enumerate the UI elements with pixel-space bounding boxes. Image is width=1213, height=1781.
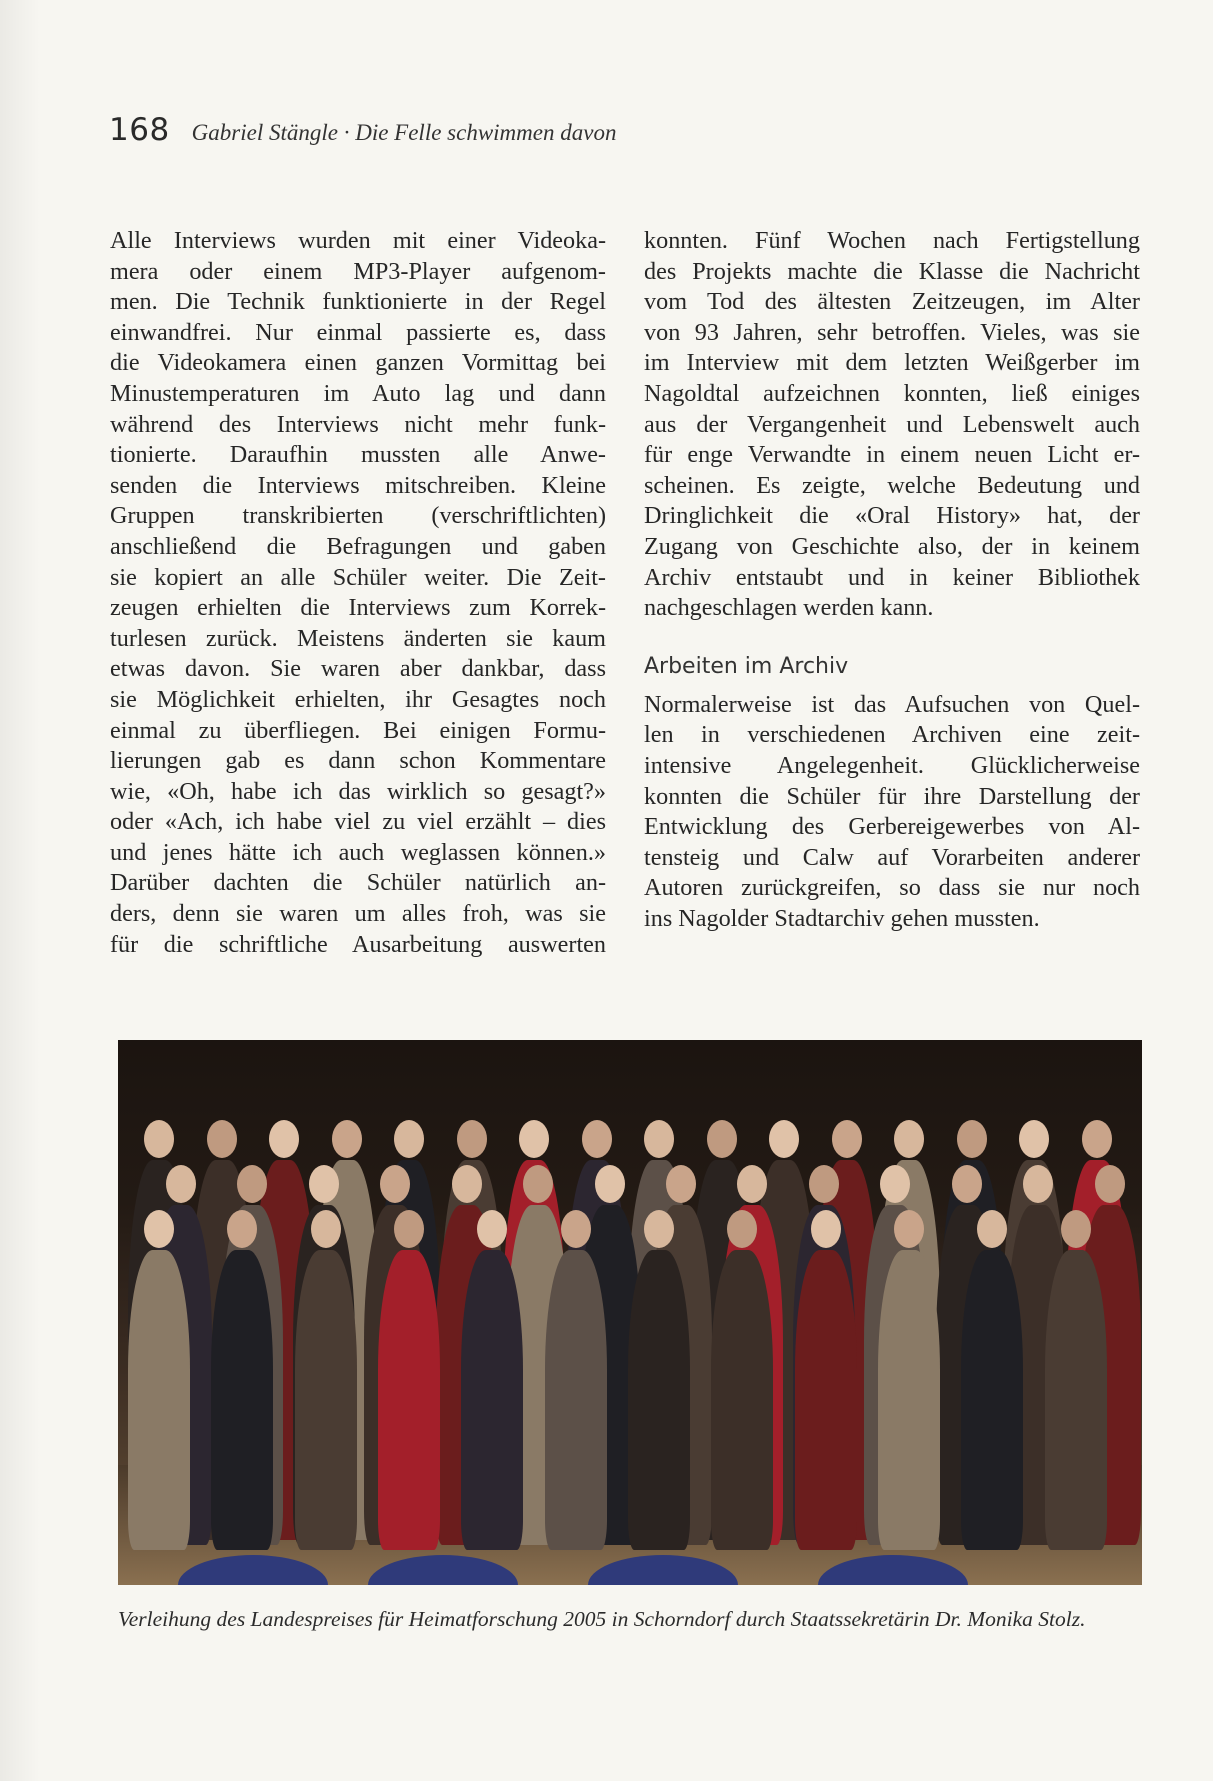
text-line: tensteig und Calw auf Vorarbeiten anderer — [644, 843, 1140, 871]
text-line: Archiv entstaubt und in keiner Bibliothek — [644, 563, 1140, 591]
text-line: einwandfrei. Nur einmal passierte es, dass — [110, 318, 606, 346]
text-line: die Videokamera einen ganzen Vormittag bei — [110, 349, 606, 377]
text-line: nachgeschlagen werden kann. — [644, 594, 934, 622]
left-text-column — [110, 226, 606, 960]
right-column-paragraph — [644, 226, 1140, 624]
page-header — [109, 112, 1139, 162]
text-line: für enge Verwandte in einem neuen Licht er- — [644, 441, 1140, 469]
text-line: vom Tod des ältesten Zeitzeugen, im Alter — [644, 288, 1140, 316]
text-line: wie, «Oh, habe ich das wirklich so gesagt?» — [110, 777, 606, 805]
text-line: Gruppen transkribierten (verschriftlichten) — [110, 502, 606, 530]
text-line: und jenes hätte ich auch weglassen können.» — [110, 838, 606, 866]
text-line: sie kopiert an alle Schüler weiter. Die Zeit- — [110, 563, 606, 591]
text-line: turlesen zurück. Meistens änderten sie kaum — [110, 624, 606, 652]
text-line: len in verschiedenen Archiven eine zeit- — [644, 721, 1140, 749]
text-line: lierungen gab es dann schon Kommentare — [110, 747, 606, 775]
text-line: ins Nagolder Stadtarchiv gehen mussten. — [644, 904, 1040, 932]
archive-paragraph — [644, 690, 1140, 935]
page-number: 168 — [109, 112, 170, 148]
text-line: sie Möglichkeit erhielten, ihr Gesagtes noch — [110, 685, 606, 713]
page-edge-shadow — [0, 0, 40, 1781]
text-line: des Projekts machte die Klasse die Nachricht — [644, 257, 1140, 285]
text-line: Autoren zurückgreifen, so dass sie nur noch — [644, 874, 1140, 902]
text-line: einmal zu überfliegen. Bei einigen Formu- — [110, 716, 606, 744]
group-photo — [118, 1040, 1142, 1585]
text-line: oder «Ach, ich habe viel zu viel erzählt – dies — [110, 808, 606, 836]
text-line: Normalerweise ist das Aufsuchen von Quel- — [644, 690, 1140, 718]
text-line: ders, denn sie waren um alles froh, was sie — [110, 900, 606, 928]
text-line: während des Interviews nicht mehr funk- — [110, 410, 606, 438]
text-line: von 93 Jahren, sehr betroffen. Vieles, was sie — [644, 318, 1140, 346]
text-line: Zugang von Geschichte also, der in keinem — [644, 532, 1140, 560]
text-line: etwas davon. Sie waren aber dankbar, dass — [110, 655, 606, 683]
photo-caption: Verleihung des Landespreises für Heimatforschung 2005 in Schorndorf durch Staatssekretärin Dr. Monika Stolz. — [118, 1607, 1086, 1631]
text-line: senden die Interviews mitschreiben. Kleine — [110, 471, 606, 499]
text-line: Darüber dachten die Schüler natürlich an- — [110, 869, 606, 897]
text-line: für die schriftliche Ausarbeitung auswerten — [110, 930, 606, 958]
text-line: Nagoldtal aufzeichnen konnten, ließ einiges — [644, 379, 1140, 407]
text-line: Dringlichkeit die «Oral History» hat, der — [644, 502, 1140, 530]
running-head: Gabriel Stängle · Die Felle schwimmen davon — [191, 120, 617, 145]
text-line: intensive Angelegenheit. Glücklicherweise — [644, 751, 1140, 779]
text-line: mera oder einem MP3-Player aufgenom- — [110, 257, 606, 285]
text-line: aus der Vergangenheit und Lebenswelt auch — [644, 410, 1140, 438]
text-line: men. Die Technik funktionierte in der Regel — [110, 288, 606, 316]
text-line: konnten. Fünf Wochen nach Fertigstellung — [644, 227, 1140, 254]
text-line: scheinen. Es zeigte, welche Bedeutung und — [644, 471, 1140, 499]
text-line: Minustemperaturen im Auto lag und dann — [110, 379, 606, 407]
text-line: konnten die Schüler für ihre Darstellung der — [644, 782, 1140, 810]
text-line: tionierte. Daraufhin mussten alle Anwe- — [110, 441, 606, 469]
text-line: Alle Interviews wurden mit einer Videoka- — [110, 227, 606, 254]
right-text-column — [644, 226, 1140, 934]
text-line: im Interview mit dem letzten Weißgerber im — [644, 349, 1140, 377]
text-line: zeugen erhielten die Interviews zum Korrek- — [110, 594, 606, 622]
text-line: anschließend die Befragungen und gaben — [110, 532, 606, 560]
section-heading: Arbeiten im Archiv — [644, 653, 849, 679]
text-line: Entwicklung des Gerbereigewerbes von Al- — [644, 813, 1140, 841]
